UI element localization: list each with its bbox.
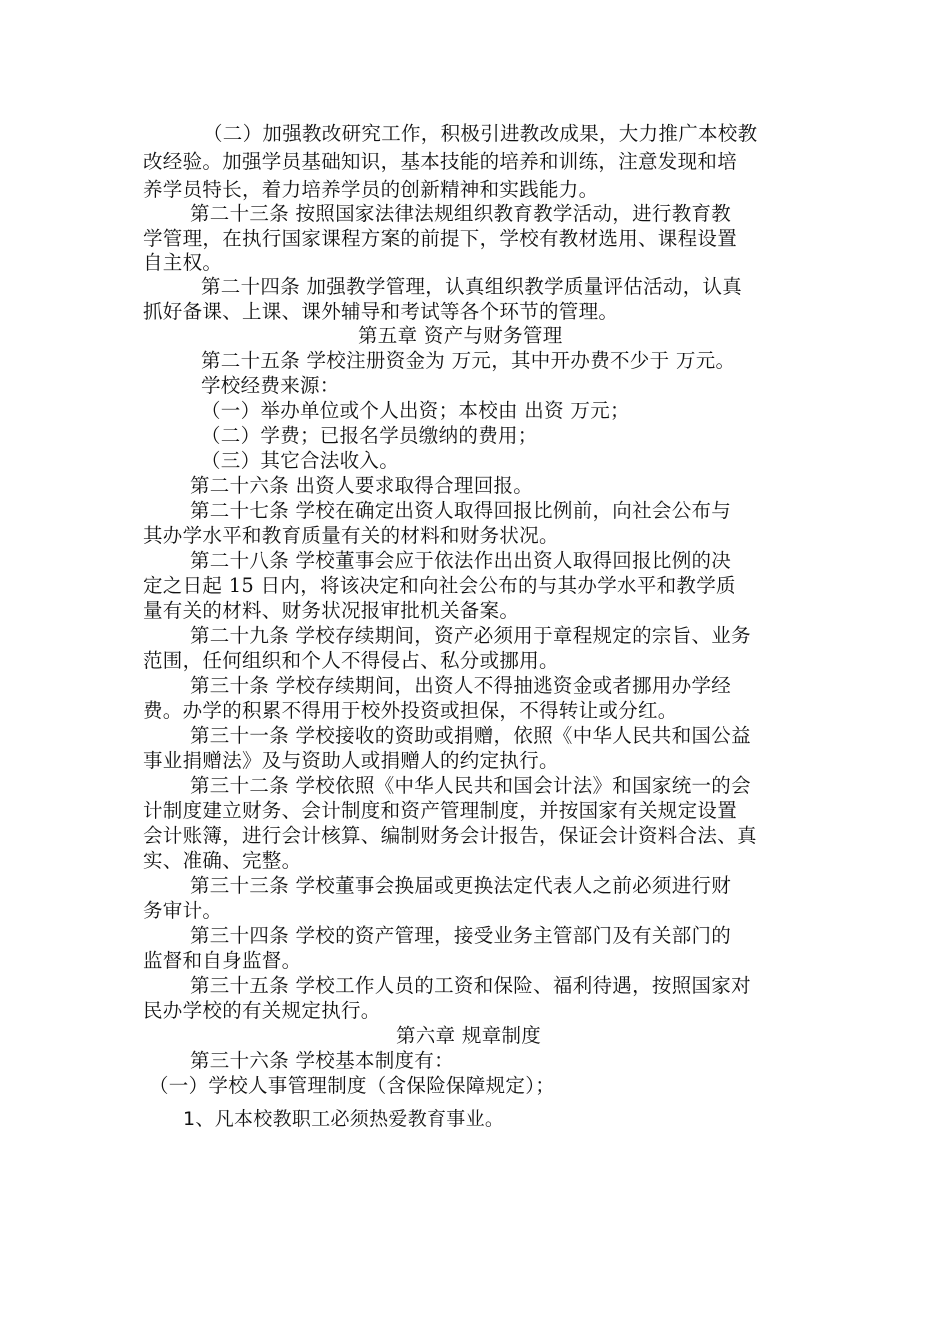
text-line: 第三十四条 学校的资产管理，接受业务主管部门及有关部门的 [190,924,732,947]
text-line: 学管理，在执行国家课程方案的前提下，学校有教材选用、课程设置 [143,227,738,250]
text-line: （二）加强教改研究工作，积极引进教改成果，大力推广本校教 [203,122,758,145]
text-line: 监督和自身监督。 [143,949,302,972]
text-line: 务审计。 [143,899,223,922]
text-line: 实、准确、完整。 [143,849,302,872]
text-line: 计制度建立财务、会计制度和资产管理制度，并按国家有关规定设置 [143,799,738,822]
text-line: 民办学校的有关规定执行。 [143,999,381,1022]
text-line: 第二十七条 学校在确定出资人取得回报比例前，向社会公布与 [190,499,732,522]
text-line: （三）其它合法收入。 [201,449,400,472]
text-line: （一）学校人事管理制度（含保险保障规定）； [149,1074,556,1097]
text-line: 第二十三条 按照国家法律法规组织教育教学活动，进行教育教 [190,202,732,225]
text-line: 1、凡本校教职工必须热爱教育事业。 [183,1108,505,1130]
text-line: 第三十六条 学校基本制度有： [190,1049,454,1072]
text-line: （二）学费；已报名学员缴纳的费用； [201,424,538,447]
text-line: 第三十条 学校存续期间，出资人不得抽逃资金或者挪用办学经 [190,674,732,697]
text-line: 范围，任何组织和个人不得侵占、私分或挪用。 [143,649,559,672]
text-line: 费。办学的积累不得用于校外投资或担保，不得转让或分红。 [143,699,678,722]
text-line: 第三十一条 学校接收的资助或捐赠，依照《中华人民共和国公益 [190,724,751,747]
text-line: 第二十六条 出资人要求取得合理回报。 [190,474,534,497]
text-line: 第二十八条 学校董事会应于依法作出出资人取得回报比例的决 [190,549,732,572]
text-line: 学校经费来源： [201,374,340,397]
text-line: 其办学水平和教育质量有关的材料和财务状况。 [143,524,559,547]
text-line: 第二十五条 学校注册资金为 万元，其中开办费不少于 万元。 [201,349,736,372]
chapter-heading: 第五章 资产与财务管理 [358,324,563,347]
text-line: 第三十三条 学校董事会换届或更换法定代表人之前必须进行财 [190,874,732,897]
text-line: 自主权。 [143,251,223,274]
text-line: （一）举办单位或个人出资；本校由 出资 万元； [201,399,630,422]
text-line: 第二十九条 学校存续期间，资产必须用于章程规定的宗旨、业务 [190,624,751,647]
text-line: 会计账簿，进行会计核算、编制财务会计报告，保证会计资料合法、真 [143,824,757,847]
text-line: 定之日起 15 日内，将该决定和向社会公布的与其办学水平和教学质 [143,574,736,597]
text-line: 第三十二条 学校依照《中华人民共和国会计法》和国家统一的会 [190,774,751,797]
text-line: 第三十五条 学校工作人员的工资和保险、福利待遇，按照国家对 [190,974,751,997]
text-line: 第二十四条 加强教学管理，认真组织教学质量评估活动，认真 [201,275,743,298]
text-line: 事业捐赠法》及与资助人或捐赠人的约定执行。 [143,749,559,772]
text-line: 量有关的材料、财务状况报审批机关备案。 [143,599,520,622]
text-line: 抓好备课、上课、课外辅导和考试等各个环节的管理。 [143,300,619,323]
chapter-heading: 第六章 规章制度 [396,1024,542,1047]
text-line: 改经验。加强学员基础知识，基本技能的培养和训练，注意发现和培 [143,150,738,173]
text-line: 养学员特长，着力培养学员的创新精神和实践能力。 [143,178,599,201]
